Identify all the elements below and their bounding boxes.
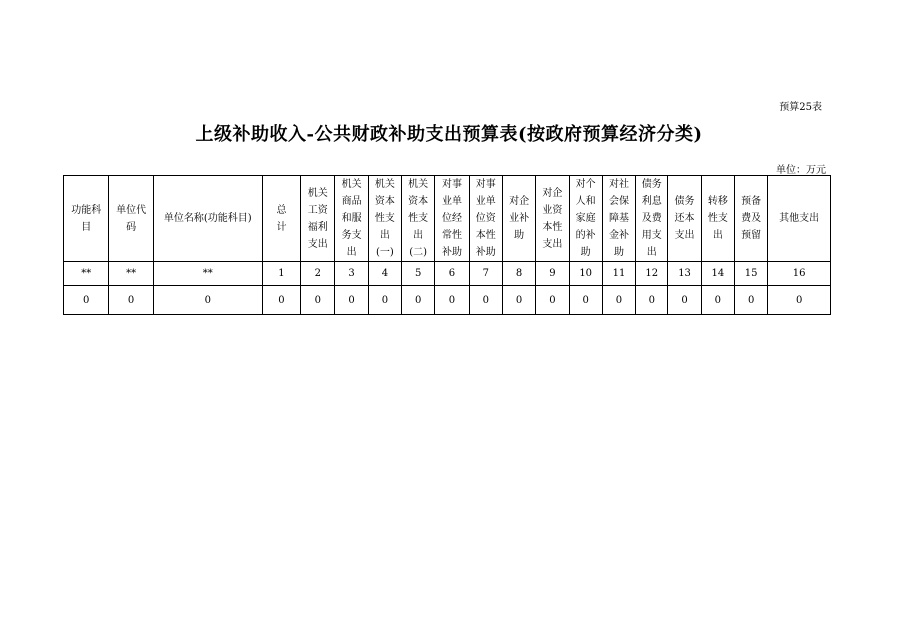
header-label: 其他支出 xyxy=(779,213,820,224)
unit-label: 单位：万元 xyxy=(776,165,826,176)
data-cell: 0 xyxy=(262,286,300,315)
header-cell xyxy=(502,176,535,262)
data-cell: 0 xyxy=(153,286,262,315)
header-cell xyxy=(301,176,335,262)
header-cell xyxy=(469,176,502,262)
column-number-cell: 13 xyxy=(668,262,701,286)
column-number-cell: ** xyxy=(109,262,153,286)
column-number-row xyxy=(64,262,831,286)
column-number-cell: 9 xyxy=(536,262,569,286)
header-label: 机关 工资 福利 支出 xyxy=(307,187,328,250)
data-cell: 0 xyxy=(502,286,535,315)
data-cell: 0 xyxy=(735,286,768,315)
header-label: 机关 商品 和服 务支 出 xyxy=(341,179,362,258)
column-number-cell: 14 xyxy=(701,262,734,286)
data-cell: 0 xyxy=(301,286,335,315)
column-number-cell: ** xyxy=(64,262,109,286)
data-cell: 0 xyxy=(469,286,502,315)
data-cell: 0 xyxy=(402,286,435,315)
header-label: 债务 还本 支出 xyxy=(674,196,695,241)
column-number-cell: 1 xyxy=(262,262,300,286)
column-number-cell: 2 xyxy=(301,262,335,286)
header-label: 功能科 目 xyxy=(71,204,102,233)
header-cell xyxy=(64,176,109,262)
column-number-cell: 16 xyxy=(768,262,831,286)
data-cell: 0 xyxy=(768,286,831,315)
header-label: 单位名称(功能科目) xyxy=(163,213,252,224)
column-number-cell: ** xyxy=(153,262,262,286)
header-label: 对社 会保 障基 金补 助 xyxy=(608,179,629,258)
header-label: 对事 业单 位资 本性 补助 xyxy=(475,179,496,258)
header-cell xyxy=(602,176,635,262)
header-cell xyxy=(335,176,368,262)
header-cell xyxy=(636,176,668,262)
column-number-cell: 3 xyxy=(335,262,368,286)
header-cell xyxy=(536,176,569,262)
header-cell xyxy=(109,176,153,262)
column-number-cell: 11 xyxy=(602,262,635,286)
header-label: 预备 费及 预留 xyxy=(741,196,762,241)
header-cell xyxy=(768,176,831,262)
column-number-cell: 10 xyxy=(569,262,602,286)
header-label: 转移 性支 出 xyxy=(707,196,728,241)
data-cell: 0 xyxy=(668,286,701,315)
page-title: 上级补助收入-公共财政补助支出预算表(按政府预算经济分类) xyxy=(195,124,703,145)
header-cell xyxy=(368,176,401,262)
header-label: 机关 资本 性支 出 (一) xyxy=(374,179,395,258)
header-label: 对企 业补 助 xyxy=(509,196,530,241)
data-cell: 0 xyxy=(109,286,153,315)
header-row xyxy=(64,176,831,262)
data-cell: 0 xyxy=(569,286,602,315)
data-cell: 0 xyxy=(368,286,401,315)
data-cell: 0 xyxy=(435,286,469,315)
column-number-cell: 4 xyxy=(368,262,401,286)
data-cell: 0 xyxy=(701,286,734,315)
data-cell: 0 xyxy=(636,286,668,315)
column-number-cell: 6 xyxy=(435,262,469,286)
header-label: 总 计 xyxy=(276,204,287,233)
data-cell: 0 xyxy=(335,286,368,315)
table-row xyxy=(64,286,831,315)
table-number: 预算25表 xyxy=(779,102,822,113)
header-cell xyxy=(668,176,701,262)
header-cell xyxy=(402,176,435,262)
data-cell: 0 xyxy=(602,286,635,315)
header-label: 对企 业资 本性 支出 xyxy=(542,187,563,250)
header-label: 机关 资本 性支 出 (二) xyxy=(408,179,429,258)
header-label: 单位代 码 xyxy=(116,204,147,233)
header-label: 债务 利息 及费 用支 出 xyxy=(641,179,662,258)
budget-table xyxy=(63,175,831,315)
data-cell: 0 xyxy=(536,286,569,315)
header-cell xyxy=(735,176,768,262)
header-cell xyxy=(153,176,262,262)
header-cell xyxy=(262,176,300,262)
column-number-cell: 8 xyxy=(502,262,535,286)
column-number-cell: 5 xyxy=(402,262,435,286)
header-label: 对事 业单 位经 常性 补助 xyxy=(441,179,462,258)
column-number-cell: 7 xyxy=(469,262,502,286)
data-cell: 0 xyxy=(64,286,109,315)
column-number-cell: 12 xyxy=(636,262,668,286)
column-number-cell: 15 xyxy=(735,262,768,286)
header-cell xyxy=(569,176,602,262)
header-label: 对个 人和 家庭 的补 助 xyxy=(575,179,596,258)
header-cell xyxy=(701,176,734,262)
header-cell xyxy=(435,176,469,262)
